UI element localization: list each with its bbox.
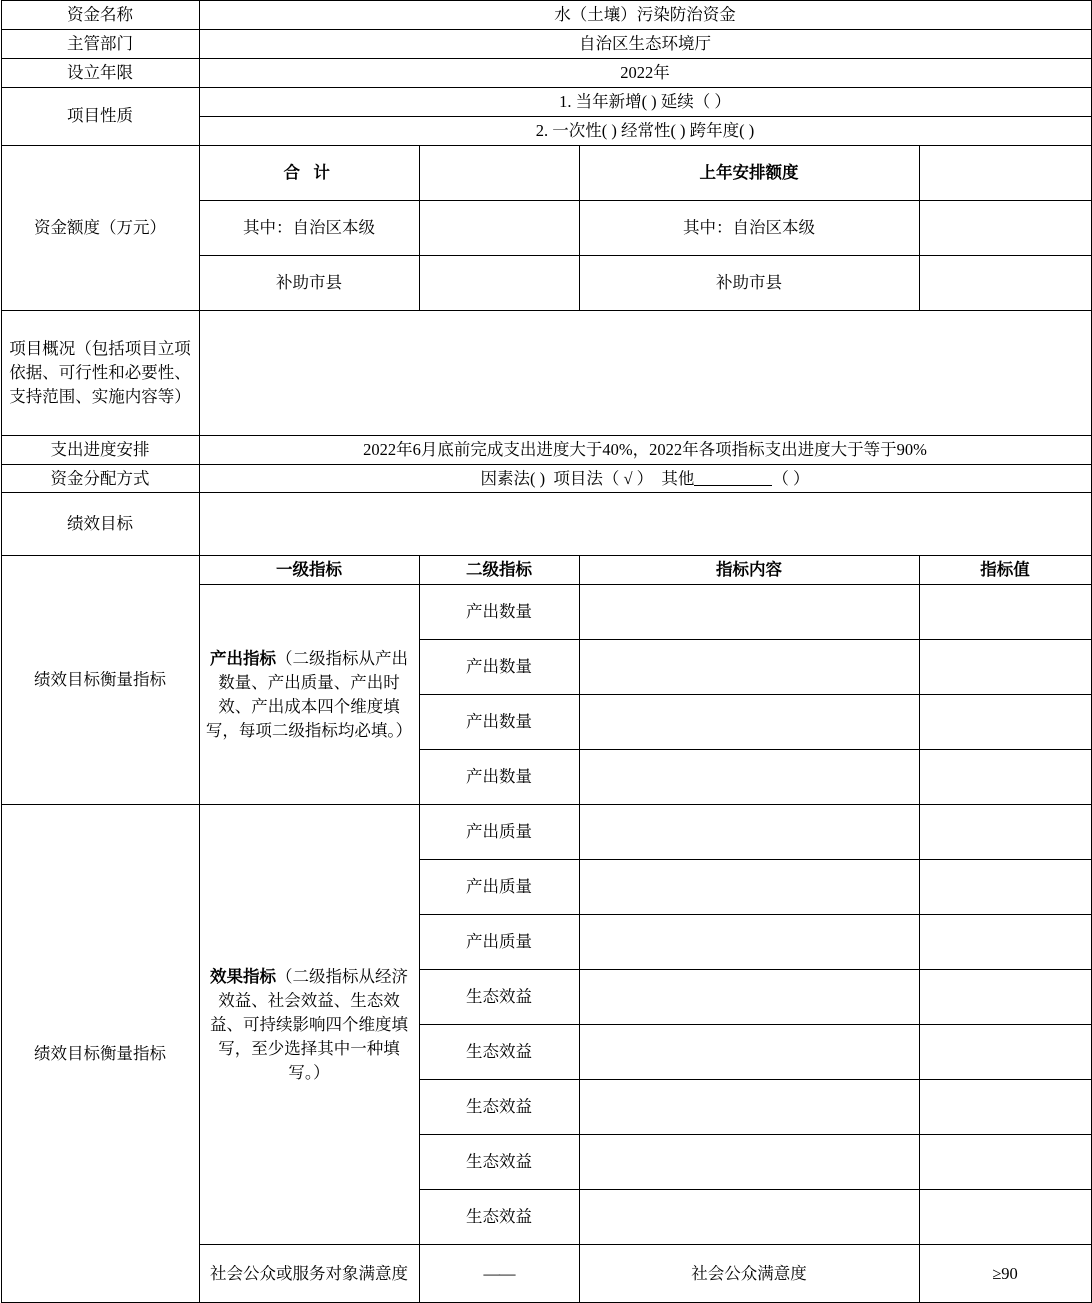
output-group-note: （二级指标从产出数量、产出质量、产出时效、产出成本四个维度填写，每项二级指标均必填。） [205, 649, 413, 740]
content-cell[interactable] [579, 585, 919, 640]
year-label: 设立年限 [1, 58, 199, 87]
allocation-label: 资金分配方式 [1, 464, 199, 493]
department-value[interactable]: 自治区生态环境厅 [199, 29, 1091, 58]
table-row-fund-name [1, 1, 1091, 30]
content-cell[interactable] [579, 750, 919, 805]
content-cell[interactable] [579, 640, 919, 695]
value-cell[interactable] [919, 860, 1091, 915]
amount-prev-self-label: 其中：自治区本级 [579, 200, 919, 255]
table-row-department [1, 29, 1091, 58]
overview-value[interactable] [199, 310, 1091, 435]
satisfaction-level1: 社会公众或服务对象满意度 [199, 1245, 419, 1303]
department-label: 主管部门 [1, 29, 199, 58]
header-level2: 二级指标 [419, 556, 579, 585]
table-row-allocation [1, 464, 1091, 493]
content-cell[interactable] [579, 860, 919, 915]
amount-prev-city-value[interactable] [919, 255, 1091, 310]
fund-name-value[interactable]: 水（土壤）污染防治资金 [199, 1, 1091, 30]
amount-label: 资金额度（万元） [1, 145, 199, 310]
value-cell[interactable] [919, 805, 1091, 860]
value-cell[interactable] [919, 585, 1091, 640]
table-row-indicator-header [1, 556, 1091, 585]
amount-city-label: 补助市县 [199, 255, 419, 310]
table-row-nature-1 [1, 87, 1091, 116]
allocation-other-blank[interactable] [694, 468, 772, 486]
value-cell[interactable] [919, 915, 1091, 970]
amount-prev-value[interactable] [919, 145, 1091, 200]
row-label-effect-group: 绩效目标衡量指标 [1, 805, 199, 1303]
amount-prev-self-value[interactable] [919, 200, 1091, 255]
value-cell[interactable] [919, 970, 1091, 1025]
content-cell[interactable] [579, 695, 919, 750]
value-cell[interactable] [919, 1080, 1091, 1135]
header-level1: 一级指标 [199, 556, 419, 585]
value-cell[interactable] [919, 1135, 1091, 1190]
table-row-progress [1, 435, 1091, 464]
year-value[interactable]: 2022年 [199, 58, 1091, 87]
effect-group-note: （二级指标从经济效益、社会效益、生态效益、可持续影响四个维度填写，至少选择其中一种填写。） [210, 967, 408, 1082]
nature-option-line-1[interactable]: 1. 当年新增( ) 延续（ ） [199, 87, 1091, 116]
allocation-option-factor[interactable]: 因素法( ) [480, 468, 546, 488]
value-cell[interactable] [919, 1025, 1091, 1080]
level2-cell: 产出质量 [419, 805, 579, 860]
table-row-goal [1, 493, 1091, 556]
nature-option-line-2[interactable]: 2. 一次性( ) 经常性( ) 跨年度( ) [199, 116, 1091, 145]
content-cell[interactable] [579, 1080, 919, 1135]
amount-total-label: 合 计 [199, 145, 419, 200]
overview-label: 项目概况（包括项目立项依据、可行性和必要性、支持范围、实施内容等） [1, 310, 199, 435]
level2-cell: 生态效益 [419, 970, 579, 1025]
amount-city-value[interactable] [419, 255, 579, 310]
allocation-option-other[interactable]: 其他 [661, 468, 695, 488]
allocation-option-project[interactable]: 项目法（ √ ） [553, 468, 654, 488]
fund-name-label: 资金名称 [1, 1, 199, 30]
satisfaction-value[interactable]: ≥90 [919, 1245, 1091, 1303]
allocation-value[interactable] [199, 464, 1091, 493]
output-group-description [199, 585, 419, 805]
table-row-overview [1, 310, 1091, 435]
level2-cell: 产出数量 [419, 695, 579, 750]
performance-target-form [1, 0, 1092, 1303]
level2-cell: 生态效益 [419, 1080, 579, 1135]
content-cell[interactable] [579, 1135, 919, 1190]
level2-cell: 产出质量 [419, 915, 579, 970]
content-cell[interactable] [579, 805, 919, 860]
table-row-amount-total [1, 145, 1091, 200]
content-cell[interactable] [579, 915, 919, 970]
level2-cell: 产出质量 [419, 860, 579, 915]
satisfaction-level2: —— [419, 1245, 579, 1303]
amount-self-label: 其中：自治区本级 [199, 200, 419, 255]
effect-group-description [199, 805, 419, 1245]
amount-self-value[interactable] [419, 200, 579, 255]
level2-cell: 产出数量 [419, 750, 579, 805]
level2-cell: 生态效益 [419, 1135, 579, 1190]
progress-value[interactable]: 2022年6月底前完成支出进度大于40%，2022年各项指标支出进度大于等于90% [199, 435, 1091, 464]
amount-prev-city-label: 补助市县 [579, 255, 919, 310]
level2-cell: 生态效益 [419, 1025, 579, 1080]
level2-cell: 产出数量 [419, 640, 579, 695]
nature-label: 项目性质 [1, 87, 199, 145]
header-content: 指标内容 [579, 556, 919, 585]
content-cell[interactable] [579, 970, 919, 1025]
table-row-effect-1 [1, 805, 1091, 860]
progress-label: 支出进度安排 [1, 435, 199, 464]
row-label-output-group: 绩效目标衡量指标 [1, 556, 199, 805]
value-cell[interactable] [919, 750, 1091, 805]
satisfaction-content: 社会公众满意度 [579, 1245, 919, 1303]
value-cell[interactable] [919, 695, 1091, 750]
goal-label: 绩效目标 [1, 493, 199, 556]
value-cell[interactable] [919, 640, 1091, 695]
amount-prev-label: 上年安排额度 [579, 145, 919, 200]
table-row-year [1, 58, 1091, 87]
content-cell[interactable] [579, 1025, 919, 1080]
amount-total-value[interactable] [419, 145, 579, 200]
effect-group-title: 效果指标 [210, 967, 276, 987]
allocation-option-other-box[interactable]: （ ） [772, 468, 810, 488]
content-cell[interactable] [579, 1190, 919, 1245]
header-value: 指标值 [919, 556, 1091, 585]
goal-value[interactable] [199, 493, 1091, 556]
output-group-title: 产出指标 [210, 649, 276, 669]
level2-cell: 生态效益 [419, 1190, 579, 1245]
value-cell[interactable] [919, 1190, 1091, 1245]
level2-cell: 产出数量 [419, 585, 579, 640]
